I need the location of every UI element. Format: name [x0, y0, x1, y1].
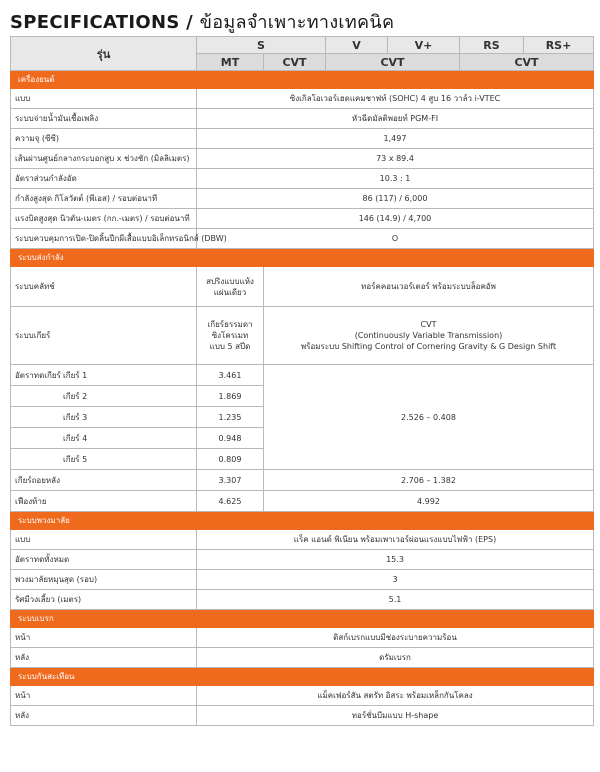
row-label: หลัง [11, 648, 197, 668]
section-suspension: ระบบกันสะเทือน [11, 668, 594, 686]
row-value: 10.3 : 1 [197, 169, 594, 189]
clutch-mt-line: แผ่นเดียว [213, 287, 247, 297]
grade-v-plus: V+ [388, 37, 460, 54]
transmission-s-cvt: CVT [264, 54, 326, 71]
section-engine: เครื่องยนต์ [11, 71, 594, 89]
gear-mt-ratio: 3.461 [197, 365, 264, 386]
gear-cvt-value [264, 307, 594, 365]
clutch-label: ระบบคลัทช์ [11, 267, 197, 307]
row-label: หลัง [11, 706, 197, 726]
gear-name: เกียร์ 4 [63, 433, 88, 443]
grade-rs-plus: RS+ [524, 37, 594, 54]
transmission-v-cvt: CVT [326, 54, 460, 71]
row-value: ซิงเกิลโอเวอร์เฮดแคมชาฟท์ (SOHC) 4 สูบ 16 วาล์ว i-VTEC [197, 89, 594, 109]
row-label: เส้นผ่านศูนย์กลางกระบอกสูบ x ช่วงชัก (มิลลิเมตร) [11, 149, 197, 169]
final-drive-mt-value: 4.625 [197, 491, 264, 512]
row-value: 15.3 [197, 550, 594, 570]
row-value: ดรัมเบรก [197, 648, 594, 668]
spec-table [10, 36, 594, 726]
gear-ratio-row-1 [11, 365, 197, 386]
gear-name: เกียร์ 5 [63, 454, 88, 464]
gear-cvt-line: (Continuously Variable Transmission) [354, 331, 503, 340]
gear-system-label: ระบบเกียร์ [11, 307, 197, 365]
title-en: SPECIFICATIONS / [10, 12, 200, 33]
row-value: 146 (14.9) / 4,700 [197, 209, 594, 229]
row-value: O [197, 229, 594, 249]
transmission-s-mt: MT [197, 54, 264, 71]
row-value: 86 (117) / 6,000 [197, 189, 594, 209]
row-label: ระบบควบคุมการเปิด-ปิดลิ้นปีกผีเสื้อแบบอิเล็กทรอนิกส์ (DBW) [11, 229, 197, 249]
row-label: อัตราส่วนกำลังอัด [11, 169, 197, 189]
row-label: ความจุ (ซีซี) [11, 129, 197, 149]
reverse-cvt-value: 2.706 – 1.382 [264, 470, 594, 491]
row-label: กำลังสูงสุด กิโลวัตต์ (พีเอส) / รอบต่อนาที [11, 189, 197, 209]
gear-mt-ratio: 0.809 [197, 449, 264, 470]
reverse-mt-value: 3.307 [197, 470, 264, 491]
gear-mt-ratio: 0.948 [197, 428, 264, 449]
row-label: พวงมาลัยหมุนสุด (รอบ) [11, 570, 197, 590]
row-value: หัวฉีดมัลติพอยท์ PGM-FI [197, 109, 594, 129]
gear-ratio-label: อัตราทดเกียร์ [15, 370, 61, 380]
row-label: อัตราทดทั้งหมด [11, 550, 197, 570]
gear-ratio-row-3 [11, 407, 197, 428]
clutch-mt-value [197, 267, 264, 307]
title-th: ข้อมูลจำเพาะทางเทคนิค [199, 12, 395, 33]
grade-v: V [326, 37, 388, 54]
gear-cvt-line: CVT [420, 320, 437, 329]
gear-mt-value [197, 307, 264, 365]
gear-name: เกียร์ 1 [63, 370, 88, 380]
gear-ratio-row-2 [11, 386, 197, 407]
row-value: 1,497 [197, 129, 594, 149]
gear-mt-ratio: 1.235 [197, 407, 264, 428]
page-title [10, 7, 394, 33]
row-label: แบบ [11, 89, 197, 109]
gear-mt-line: เกียร์ธรรมดา [207, 320, 253, 329]
gear-cvt-range: 2.526 – 0.408 [264, 365, 594, 470]
clutch-cvt-value: ทอร์คคอนเวอร์เตอร์ พร้อมระบบล็อคอัพ [264, 267, 594, 307]
transmission-rs-cvt: CVT [460, 54, 594, 71]
section-steering: ระบบพวงมาลัย [11, 512, 594, 530]
final-drive-label: เฟืองท้าย [11, 491, 197, 512]
model-header: รุ่น [11, 37, 197, 71]
gear-mt-line: ซิงโครเมท [211, 331, 249, 340]
row-value: ดิสก์เบรกแบบมีช่องระบายความร้อน [197, 628, 594, 648]
clutch-mt-line: สปริงแบบแห้ง [206, 276, 254, 286]
gear-ratio-row-5 [11, 449, 197, 470]
row-label: รัศมีวงเลี้ยว (เมตร) [11, 590, 197, 610]
row-label: หน้า [11, 628, 197, 648]
final-drive-cvt-value: 4.992 [264, 491, 594, 512]
row-value: 5.1 [197, 590, 594, 610]
grade-rs: RS [460, 37, 524, 54]
grade-s: S [197, 37, 326, 54]
gear-mt-ratio: 1.869 [197, 386, 264, 407]
gear-name: เกียร์ 3 [63, 412, 88, 422]
row-value: 73 x 89.4 [197, 149, 594, 169]
section-drivetrain: ระบบส่งกำลัง [11, 249, 594, 267]
row-label: แรงบิดสูงสุด นิวตัน-เมตร (กก.-เมตร) / รอบต่อนาที [11, 209, 197, 229]
row-label: หน้า [11, 686, 197, 706]
gear-mt-line: แบบ 5 สปีด [209, 342, 251, 351]
section-brakes: ระบบเบรก [11, 610, 594, 628]
reverse-label: เกียร์ถอยหลัง [11, 470, 197, 491]
row-value: แม็คเฟอร์สัน สตรัท อิสระ พร้อมเหล็กกันโคลง [197, 686, 594, 706]
gear-ratio-row-4 [11, 428, 197, 449]
gear-cvt-line: พร้อมระบบ Shifting Control of Cornering Gravity & G Design Shift [300, 342, 557, 351]
gear-name: เกียร์ 2 [63, 391, 88, 401]
row-label: ระบบจ่ายน้ำมันเชื้อเพลิง [11, 109, 197, 129]
row-value: แร็ค แอนด์ พิเนียน พร้อมเพาเวอร์ผ่อนแรงแบบไฟฟ้า (EPS) [197, 530, 594, 550]
row-value: 3 [197, 570, 594, 590]
row-label: แบบ [11, 530, 197, 550]
row-value: ทอร์ชั่นบีมแบบ H-shape [197, 706, 594, 726]
